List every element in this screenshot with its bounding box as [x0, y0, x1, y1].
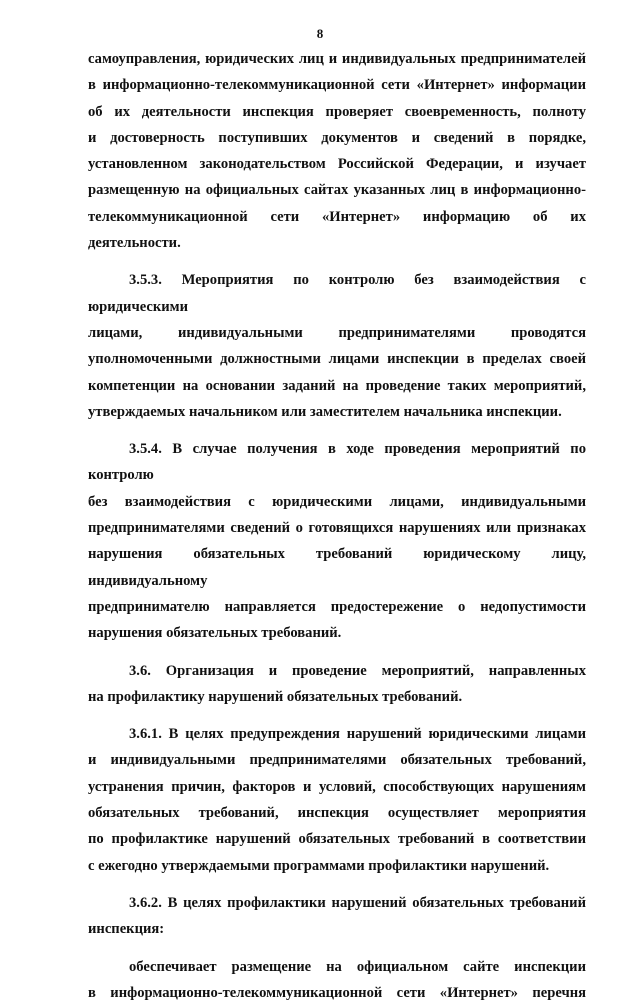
- paragraph-gap: [88, 943, 586, 954]
- paragraph: [88, 658, 586, 711]
- document-body: [88, 46, 586, 1006]
- text-line: предпринимателю направляется предостережение о недопустимости: [88, 594, 586, 620]
- paragraph: [88, 436, 586, 646]
- text-line: самоуправления, юридических лиц и индивидуальных предпринимателей: [88, 46, 586, 72]
- text-line: устранения причин, факторов и условий, способствующих нарушениям: [88, 774, 586, 800]
- paragraph: [88, 954, 586, 1006]
- text-line: на профилактику нарушений обязательных требований.: [88, 684, 586, 710]
- text-line: об их деятельности инспекция проверяет своевременность, полноту: [88, 99, 586, 125]
- paragraph-gap: [88, 647, 586, 658]
- text-line: с ежегодно утверждаемыми программами профилактики нарушений.: [88, 853, 586, 879]
- text-line: 3.5.4. В случае получения в ходе проведения мероприятий по контролю: [88, 436, 586, 489]
- text-line: нарушения обязательных требований.: [88, 620, 586, 646]
- text-line: и достоверность поступивших документов и сведений в порядке,: [88, 125, 586, 151]
- text-line: 3.5.3. Мероприятия по контролю без взаимодействия с юридическими: [88, 267, 586, 320]
- text-line: инспекция:: [88, 916, 586, 942]
- text-line: телекоммуникационной сети «Интернет» информацию об их деятельности.: [88, 204, 586, 257]
- text-line: без взаимодействия с юридическими лицами, индивидуальными: [88, 489, 586, 515]
- paragraph-gap: [88, 710, 586, 721]
- text-line: установленном законодательством Российской Федерации, и изучает: [88, 151, 586, 177]
- text-line: и индивидуальными предпринимателями обязательных требований,: [88, 747, 586, 773]
- paragraph: [88, 267, 586, 425]
- paragraph-gap: [88, 425, 586, 436]
- text-line: уполномоченными должностными лицами инспекции в пределах своей: [88, 346, 586, 372]
- paragraph: [88, 46, 586, 256]
- text-line: в информационно-телекоммуникационной сети «Интернет» информации: [88, 72, 586, 98]
- text-line: нарушения обязательных требований юридическому лицу, индивидуальному: [88, 541, 586, 594]
- text-line: в информационно-телекоммуникационной сети «Интернет» перечня: [88, 980, 586, 1006]
- text-line: 3.6.1. В целях предупреждения нарушений юридическими лицами: [88, 721, 586, 747]
- text-line: 3.6.2. В целях профилактики нарушений обязательных требований: [88, 890, 586, 916]
- text-line: утверждаемых начальником или заместителем начальника инспекции.: [88, 399, 586, 425]
- paragraph-gap: [88, 256, 586, 267]
- text-line: размещенную на официальных сайтах указанных лиц в информационно-: [88, 177, 586, 203]
- paragraph: [88, 890, 586, 943]
- paragraph-gap: [88, 879, 586, 890]
- text-line: обеспечивает размещение на официальном сайте инспекции: [88, 954, 586, 980]
- text-line: обязательных требований, инспекция осуществляет мероприятия: [88, 800, 586, 826]
- text-line: 3.6. Организация и проведение мероприятий, направленных: [88, 658, 586, 684]
- text-line: лицами, индивидуальными предпринимателями проводятся: [88, 320, 586, 346]
- page-number: 8: [0, 26, 640, 42]
- text-line: предпринимателями сведений о готовящихся нарушениях или признаках: [88, 515, 586, 541]
- paragraph: [88, 721, 586, 879]
- text-line: компетенции на основании заданий на проведение таких мероприятий,: [88, 373, 586, 399]
- text-line: по профилактике нарушений обязательных требований в соответствии: [88, 826, 586, 852]
